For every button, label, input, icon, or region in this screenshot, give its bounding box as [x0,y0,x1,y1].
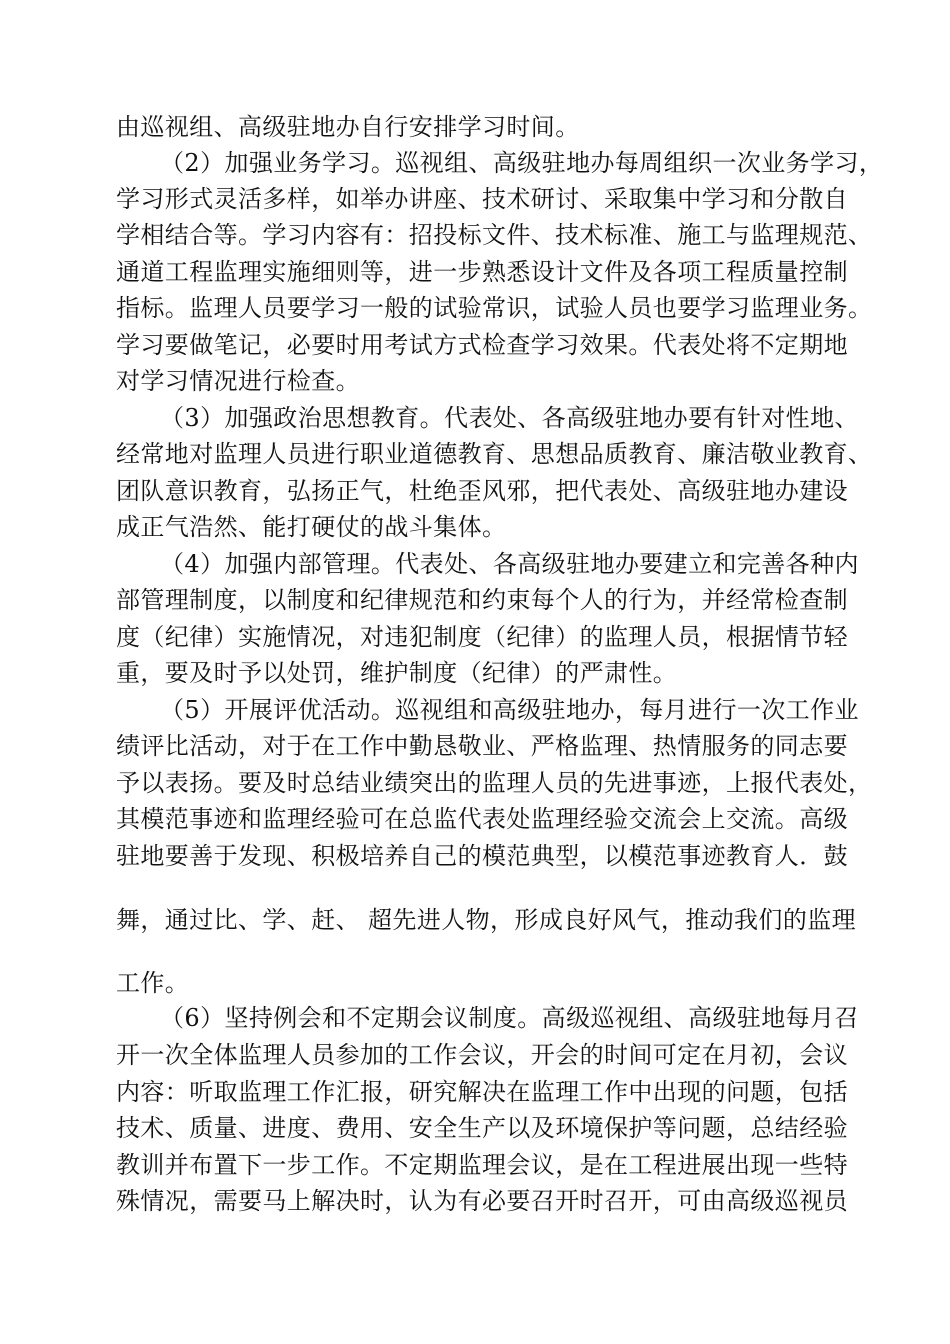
text-line: 团队意识教育，弘扬正气，杜绝歪风邪，把代表处、高级驻地办建设 [116,477,848,505]
text-line: 部管理制度，以制度和纪律规范和约束每个人的行为，并经常检查制 [116,586,848,614]
text-line: 重，要及时予以处罚，维护制度（纪律）的严肃性。 [116,659,678,687]
text-line: 学习形式灵活多样，如举办讲座、技术研讨、采取集中学习和分散自 [116,185,848,213]
text-line: （6）坚持例会和不定期会议制度。高级巡视组、高级驻地每月召 [160,1004,859,1032]
text-line: 学习要做笔记，必要时用考试方式检查学习效果。代表处将不定期地 [116,331,848,359]
text-line: （5）开展评优活动。巡视组和高级驻地办，每月进行一次工作业 [160,696,859,724]
text-line: 绩评比活动，对于在工作中勤恳敬业、严格监理、热情服务的同志要 [116,732,848,760]
text-line: 教训并布置下一步工作。不定期监理会议，是在工程进展出现一些特 [116,1151,848,1179]
text-line: 学相结合等。学习内容有：招投标文件、技术标准、施工与监理规范、 [116,221,873,249]
text-line: 对学习情况进行检查。 [116,367,360,395]
text-line: 经常地对监理人员进行职业道德教育、思想品质教育、廉洁敬业教育、 [116,440,873,468]
text-line: （2）加强业务学习。巡视组、高级驻地办每周组织一次业务学习， [160,149,884,177]
text-line: 成正气浩然、能打硬仗的战斗集体。 [116,513,507,541]
text-line: 指标。监理人员要学习一般的试验常识，试验人员也要学习监理业务。 [116,294,873,322]
text-line: 度（纪律）实施情况，对违犯制度（纪律）的监理人员，根据情节轻 [116,623,848,651]
text-line: 工作。 [116,969,190,997]
text-line: 其模范事迹和监理经验可在总监代表处监理经验交流会上交流。高级 [116,805,848,833]
text-line: 驻地要善于发现、积极培养自己的模范典型，以模范事迹教育人．鼓 [116,842,848,870]
text-line: 内容：听取监理工作汇报，研究解决在监理工作中出现的问题，包括 [116,1078,848,1106]
text-line: 技术、质量、进度、费用、安全生产以及环境保护等问题，总结经验 [116,1114,848,1142]
text-line: 由巡视组、高级驻地办自行安排学习时间。 [116,113,580,141]
text-line: 殊情况，需要马上解决时，认为有必要召开时召开，可由高级巡视员 [116,1187,848,1215]
text-line: （3）加强政治思想教育。代表处、各高级驻地办要有针对性地、 [160,404,859,432]
text-line: 舞，通过比、学、赶、 超先进人物，形成良好风气，推动我们的监理 [116,906,857,934]
text-line: 予以表扬。要及时总结业绩突出的监理人员的先进事迹，上报代表处， [116,769,873,797]
text-line: （4）加强内部管理。代表处、各高级驻地办要建立和完善各种内 [160,550,859,578]
text-line: 开一次全体监理人员参加的工作会议，开会的时间可定在月初，会议 [116,1041,848,1069]
text-line: 通道工程监理实施细则等，进一步熟悉设计文件及各项工程质量控制 [116,258,848,286]
